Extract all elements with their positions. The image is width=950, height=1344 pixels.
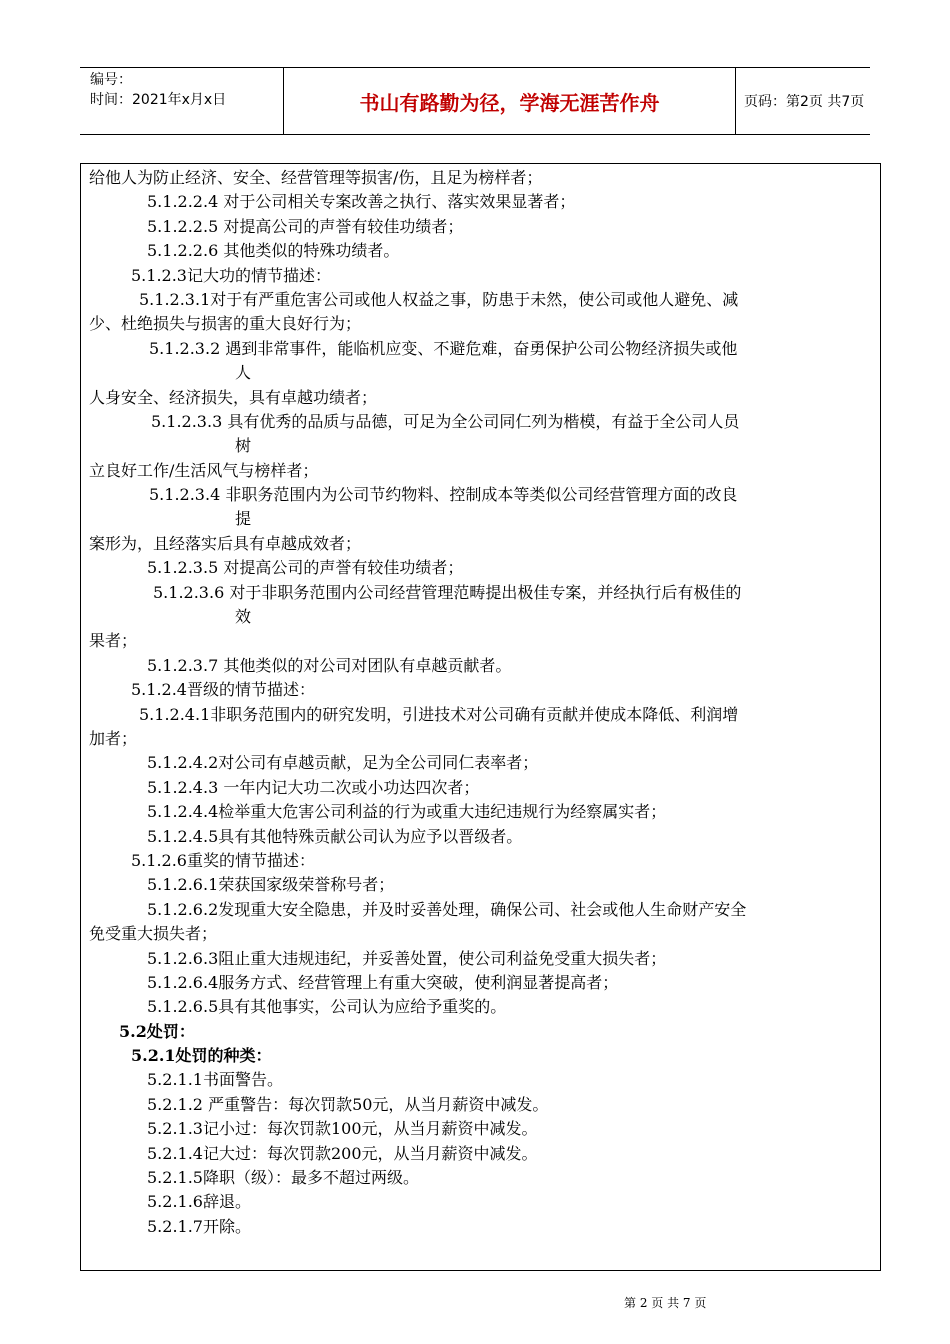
text-line: 5.2.1.7开除。 <box>147 1216 251 1236</box>
text-line: 5.1.2.4.4检举重大危害公司利益的行为或重大违纪违规行为经察属实者； <box>147 802 667 822</box>
text-line: 少、杜绝损失与损害的重大良好行为； <box>89 314 362 334</box>
text-line: 给他人为防止经济、安全、经营管理等损害/伤，且足为榜样者； <box>89 168 543 187</box>
text-line: 5.1.2.6重奖的情节描述： <box>131 850 315 870</box>
text-line: 5.2.1处罚的种类： <box>131 1046 272 1066</box>
text-line: 5.1.2.4.3 一年内记大功二次或小功达四次者； <box>147 777 480 797</box>
text-line: 免受重大损失者； <box>89 924 218 944</box>
text-line: 5.2.1.4记大过：每次罚款200元，从当月薪资中减发。 <box>147 1143 538 1163</box>
text-line: 5.1.2.3.3 具有优秀的品质与品德，可足为全公司同仁列为楷模，有益于全公司人员 <box>151 411 740 431</box>
text-line: 5.1.2.3.5 对提高公司的声誉有较佳功绩者； <box>147 558 464 578</box>
content-box <box>80 163 881 1271</box>
text-line: 5.1.2.6.1荣获国家级荣誉称号者； <box>147 875 395 895</box>
content-lines <box>89 166 874 1239</box>
text-line: 5.1.2.3.7 其他类似的对公司对团队有卓越贡献者。 <box>147 655 512 675</box>
text-line: 人 <box>235 363 252 383</box>
text-line: 立良好工作/生活风气与榜样者； <box>89 460 319 480</box>
header-motto: 书山有路勤为径，学海无涯苦作舟 <box>284 68 736 134</box>
text-line: 5.2处罚： <box>119 1021 195 1041</box>
text-line: 加者； <box>89 728 138 748</box>
header-info-cell <box>80 68 284 134</box>
text-line: 5.1.2.3.2 遇到非常事件，能临机应变、不避危难，奋勇保护公司公物经济损失或他 <box>149 338 738 358</box>
text-line: 提 <box>235 509 252 529</box>
text-line: 5.1.2.3.4 非职务范围内为公司节约物料、控制成本等类似公司经营管理方面的改良 <box>149 485 738 505</box>
text-line: 5.1.2.3.6 对于非职务范围内公司经营管理范畴提出极佳专案，并经执行后有极佳的 <box>153 582 742 602</box>
time-label: 时间：2021年x月x日 <box>90 92 227 108</box>
text-line: 5.2.1.3记小过：每次罚款100元，从当月薪资中减发。 <box>147 1119 538 1139</box>
text-line: 5.1.2.6.5具有其他事实，公司认为应给予重奖的。 <box>147 997 507 1017</box>
text-line: 5.1.2.6.4服务方式、经营管理上有重大突破，使利润显著提高者； <box>147 972 619 992</box>
text-line: 5.1.2.4.2对公司有卓越贡献，足为全公司同仁表率者； <box>147 753 539 773</box>
text-line: 果者； <box>89 631 138 651</box>
text-line: 人身安全、经济损失，具有卓越功绩者； <box>89 387 378 407</box>
text-line: 5.1.2.3.1对于有严重危害公司或他人权益之事，防患于未然，使公司或他人避免、减 <box>139 289 739 309</box>
text-line: 效 <box>235 607 252 627</box>
number-label: 编号： <box>90 72 132 88</box>
text-line: 5.1.2.2.4 对于公司相关专案改善之执行、落实效果显著者； <box>147 192 576 212</box>
text-line: 案形为，且经落实后具有卓越成效者； <box>89 533 362 553</box>
text-line: 树 <box>235 436 252 456</box>
text-line: 5.1.2.6.2发现重大安全隐患，并及时妥善处理，确保公司、社会或他人生命财产安全 <box>147 899 747 919</box>
text-line: 5.1.2.4.1非职务范围内的研究发明，引进技术对公司确有贡献并使成本降低、利润增 <box>139 704 739 724</box>
page-header <box>80 67 870 135</box>
text-line: 5.2.1.1书面警告。 <box>147 1070 283 1090</box>
text-line: 5.2.1.5降职（级）：最多不超过两级。 <box>147 1168 419 1188</box>
text-line: 5.1.2.2.6 其他类似的特殊功绩者。 <box>147 241 400 261</box>
text-line: 5.2.1.2 严重警告：每次罚款50元，从当月薪资中减发。 <box>147 1094 549 1114</box>
text-line: 5.1.2.4晋级的情节描述： <box>131 680 315 700</box>
text-line: 5.1.2.6.3阻止重大违规违纪，并妥善处置，使公司利益免受重大损失者； <box>147 948 667 968</box>
text-line: 5.2.1.6辞退。 <box>147 1192 251 1212</box>
text-line: 5.1.2.4.5具有其他特殊贡献公司认为应予以晋级者。 <box>147 826 523 846</box>
page-footer: 第 2 页 共 7 页 <box>624 1296 707 1310</box>
header-page-label: 页码：第2页 共7页 <box>744 94 865 110</box>
text-line: 5.1.2.2.5 对提高公司的声誉有较佳功绩者； <box>147 216 464 236</box>
text-line: 5.1.2.3记大功的情节描述： <box>131 265 331 285</box>
